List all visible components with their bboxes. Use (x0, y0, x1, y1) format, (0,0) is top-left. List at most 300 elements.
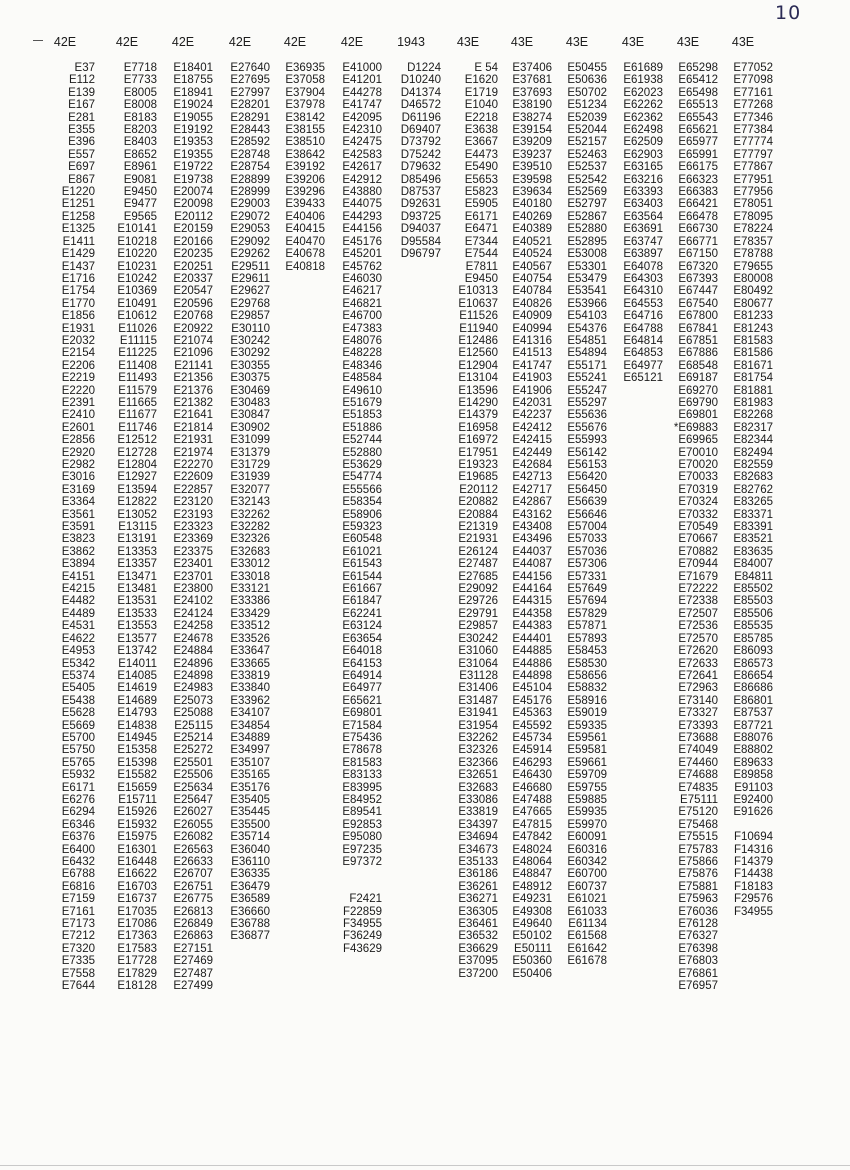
list-item: E97235 (342, 843, 382, 856)
list-item: E5700 (61, 731, 95, 744)
list-item: E73688 (678, 731, 718, 744)
column-header: 42E (171, 35, 195, 49)
list-item: E3561 (61, 508, 95, 521)
list-item: E40567 (512, 260, 552, 273)
list-item: E70332 (678, 508, 718, 521)
list-item: E61667 (342, 583, 382, 596)
list-item: E52797 (567, 198, 607, 211)
list-item: E20235 (173, 248, 213, 261)
list-item: E32077 (230, 483, 270, 496)
list-item: E63654 (342, 632, 382, 645)
list-item: E60316 (567, 843, 607, 856)
list-item: E36461 (458, 918, 498, 931)
list-item: E6171 (464, 210, 498, 223)
list-item: E2601 (61, 421, 95, 434)
list-item: E62903 (623, 148, 663, 161)
list-item: E12486 (458, 334, 498, 347)
list-item: E31941 (458, 707, 498, 720)
list-item: E76957 (678, 980, 718, 993)
list-item: E39433 (285, 198, 325, 211)
list-item: E3591 (61, 521, 95, 534)
list-item: E31954 (458, 719, 498, 732)
list-item: E14689 (117, 694, 157, 707)
list-item: E86654 (733, 669, 773, 682)
list-item: E54774 (342, 471, 382, 484)
list-item: E31729 (230, 459, 270, 471)
list-item: E59661 (567, 756, 607, 769)
list-item: E32326 (458, 744, 498, 757)
list-item: E72633 (678, 657, 718, 670)
list-item: E55636 (567, 409, 607, 422)
list-item: E13553 (117, 620, 157, 633)
list-item: E35165 (230, 769, 270, 782)
list-item: E44885 (512, 645, 552, 658)
list-item: E5374 (61, 669, 95, 682)
list-item: E11526 (459, 310, 498, 323)
list-item: E1620 (464, 74, 498, 87)
list-item: E27685 (458, 570, 498, 583)
list-item: E26027 (173, 806, 213, 819)
list-item: E97372 (342, 856, 382, 868)
list-item: E75876 (678, 868, 718, 881)
list-item: E72338 (678, 595, 718, 608)
list-item: E20596 (173, 297, 213, 310)
list-item: E86686 (733, 682, 773, 695)
list-item: E32282 (230, 521, 270, 534)
list-item: E47842 (512, 831, 552, 844)
list-item: E55241 (567, 372, 607, 385)
list-item: D10240 (400, 74, 441, 87)
list-item: E70010 (678, 446, 718, 459)
list-item: E67320 (678, 260, 718, 273)
list-item: E77797 (733, 148, 773, 161)
list-item: E37200 (458, 967, 498, 980)
list-item: E19738 (173, 173, 213, 186)
list-item: E10242 (117, 272, 157, 285)
list-item: E1716 (61, 272, 95, 285)
list-item: E5669 (61, 719, 95, 732)
list-item: E20166 (173, 235, 213, 248)
list-item: E47488 (512, 793, 552, 806)
list-item: E39154 (512, 124, 552, 137)
list-item: E11408 (118, 359, 157, 372)
list-item: E12904 (458, 359, 498, 372)
list-item: D73792 (400, 136, 441, 149)
list-item: F18183 (733, 880, 773, 893)
list-item: E1754 (61, 285, 95, 298)
list-item: E23120 (173, 496, 213, 509)
list-item: E52895 (567, 235, 607, 248)
list-item: E54103 (567, 310, 607, 323)
list-item: E35107 (230, 756, 270, 769)
list-item: E32683 (230, 545, 270, 558)
list-item: E13596 (458, 384, 498, 397)
list-item: E72963 (678, 682, 718, 695)
list-item: E39510 (512, 161, 552, 174)
list-item: E41316 (512, 334, 552, 347)
list-item: E45914 (512, 744, 552, 757)
list-item: E68548 (678, 359, 718, 372)
list-item: E4482 (61, 595, 95, 608)
list-item: E13471 (117, 570, 157, 583)
list-item: E33121 (230, 583, 270, 596)
list-item: E13104 (458, 372, 498, 385)
list-item: E56450 (567, 483, 607, 496)
list-item: E58354 (342, 496, 382, 509)
list-item: E10220 (117, 248, 157, 261)
list-item: E52157 (567, 136, 607, 149)
list-item: E71584 (342, 719, 382, 732)
list-item: E46430 (512, 769, 552, 782)
list-item: E65543 (678, 111, 718, 124)
list-item: E14945 (117, 731, 157, 744)
column-3 (153, 33, 213, 992)
list-item: E15659 (117, 781, 157, 794)
column-header: 43E (456, 35, 480, 49)
list-item: E87537 (733, 707, 773, 720)
list-item: E85503 (733, 595, 773, 608)
list-item: E63216 (623, 173, 663, 186)
list-item: E32143 (230, 496, 270, 509)
list-item: E26055 (173, 818, 213, 831)
list-item: E7733 (123, 74, 157, 87)
list-item: E60700 (567, 868, 607, 881)
list-item: D75242 (400, 148, 441, 161)
list-item: E41000 (342, 62, 382, 74)
list-item: E3667 (464, 136, 498, 149)
list-item: E14838 (117, 719, 157, 732)
list-item: E77384 (733, 124, 773, 137)
list-item: E44358 (512, 607, 552, 620)
list-item: E27151 (173, 942, 213, 955)
list-item: E59970 (567, 818, 607, 831)
list-item: E38155 (285, 124, 325, 137)
list-item: E50702 (567, 86, 607, 99)
list-item: E20884 (458, 508, 498, 521)
list-item: E75866 (678, 856, 718, 868)
list-item: E62023 (623, 86, 663, 99)
list-item: E36479 (230, 880, 270, 893)
list-item: E11493 (118, 372, 157, 385)
list-item: E40818 (285, 260, 325, 273)
list-item: E21096 (173, 347, 213, 360)
list-item: E2154 (61, 347, 95, 360)
list-item: E6276 (61, 793, 95, 806)
list-item: E79655 (733, 260, 773, 273)
list-item: E13115 (118, 521, 157, 534)
list-item: E77346 (733, 111, 773, 124)
list-item: E33962 (230, 694, 270, 707)
list-item: E33386 (230, 595, 270, 608)
list-item: E17035 (117, 905, 157, 918)
list-item: E7644 (61, 980, 95, 993)
list-item: E76128 (678, 918, 718, 931)
list-item: E32262 (458, 731, 498, 744)
list-item: E22857 (173, 483, 213, 496)
list-item: E78224 (733, 223, 773, 236)
list-item: E15932 (117, 818, 157, 831)
list-item: E42412 (512, 421, 552, 434)
list-item: E72536 (678, 620, 718, 633)
list-item: E76861 (678, 967, 718, 980)
list-item: E17728 (117, 955, 157, 968)
list-item: E39192 (285, 161, 325, 174)
list-item: E27640 (230, 62, 270, 74)
list-item: E36935 (285, 62, 325, 74)
list-item: E82494 (733, 446, 773, 459)
list-item: E23800 (173, 583, 213, 596)
list-item: E39237 (512, 148, 552, 161)
list-item: E30110 (231, 322, 270, 335)
list-item: E33819 (458, 806, 498, 819)
list-item: E16703 (117, 880, 157, 893)
list-item: E50360 (512, 955, 552, 968)
list-item: E39209 (512, 136, 552, 149)
column-7 (381, 33, 441, 261)
list-item: E38642 (285, 148, 325, 161)
list-item: E41906 (512, 384, 552, 397)
list-item: E10637 (458, 297, 498, 310)
list-item: E62509 (623, 136, 663, 149)
list-item: E47383 (342, 322, 382, 335)
list-item: E58832 (567, 682, 607, 695)
list-item: E18941 (173, 86, 213, 99)
list-item: E56639 (567, 496, 607, 509)
list-item: E11940 (459, 322, 498, 335)
list-item: E26863 (173, 930, 213, 943)
list-item: E7320 (61, 942, 95, 955)
list-item: E18755 (173, 74, 213, 87)
list-item: E51853 (342, 409, 382, 422)
list-item: E12927 (117, 471, 157, 484)
list-item: E76398 (678, 942, 718, 955)
list-item: D61196 (401, 111, 441, 124)
list-item: E55171 (567, 359, 607, 372)
list-item: E10369 (117, 285, 157, 298)
list-item: E43408 (512, 521, 552, 534)
column-header: 42E (53, 35, 77, 49)
list-item: E52044 (567, 124, 607, 137)
list-item: E10313 (458, 285, 498, 298)
list-item: E8183 (123, 111, 157, 124)
list-item: E59885 (567, 793, 607, 806)
list-item: E20768 (173, 310, 213, 323)
list-item: E7335 (61, 955, 95, 968)
list-item: E2218 (464, 111, 498, 124)
column-9 (492, 33, 552, 980)
list-item: E45734 (512, 731, 552, 744)
list-item: E55993 (567, 434, 607, 447)
list-item: E61033 (567, 905, 607, 918)
list-item: E67150 (678, 248, 718, 261)
list-item: E77098 (733, 74, 773, 87)
list-item: E3638 (464, 124, 498, 137)
list-item: E45592 (512, 719, 552, 732)
list-item: E82683 (733, 471, 773, 484)
list-item: E75881 (678, 880, 718, 893)
list-item: E29726 (458, 595, 498, 608)
list-item: E112 (68, 74, 95, 87)
list-item: E9450 (464, 272, 498, 285)
list-item: E1258 (61, 210, 95, 223)
list-item: E13481 (117, 583, 157, 596)
list-item: E20547 (173, 285, 213, 298)
list-item: E21074 (173, 334, 213, 347)
list-item: E4473 (464, 148, 498, 161)
list-item: E32683 (458, 781, 498, 794)
list-item: E88802 (733, 744, 773, 757)
list-item: E13742 (117, 645, 157, 658)
list-item: E21641 (173, 409, 213, 422)
column-header: 43E (565, 35, 589, 49)
list-item: D69407 (400, 124, 441, 137)
list-item: E74460 (678, 756, 718, 769)
list-item: E63124 (342, 620, 382, 633)
list-item: E77956 (733, 186, 773, 199)
list-item: E16972 (458, 434, 498, 447)
list-item: E7718 (123, 62, 157, 74)
list-item: E64553 (623, 297, 663, 310)
page-bottom-edge (0, 1165, 850, 1166)
list-item: E13357 (117, 558, 157, 571)
list-item: E9081 (123, 173, 157, 186)
list-item: E1040 (464, 99, 498, 112)
list-item: E14619 (117, 682, 157, 695)
list-item: E66771 (678, 235, 718, 248)
list-item: E10141 (117, 223, 157, 236)
column-6 (322, 33, 382, 955)
list-item: E20074 (173, 186, 213, 199)
list-item: E49308 (512, 905, 552, 918)
list-item: E37406 (512, 62, 552, 74)
list-item: E54376 (567, 322, 607, 335)
list-item: E42475 (342, 136, 382, 149)
list-item: E5628 (61, 707, 95, 720)
list-item: E57033 (567, 533, 607, 546)
list-item: E10218 (117, 235, 157, 248)
list-item: E39634 (512, 186, 552, 199)
column-5 (265, 33, 325, 273)
list-item: E95080 (342, 831, 382, 844)
list-item: *E69883 (673, 421, 718, 434)
list-item: E87721 (733, 719, 773, 732)
list-item: E45176 (512, 694, 552, 707)
list-item: E6400 (61, 843, 95, 856)
list-item: E65991 (678, 148, 718, 161)
list-item: E64078 (623, 260, 663, 273)
list-item: E44278 (342, 86, 382, 99)
column-13 (713, 33, 773, 918)
list-item: E3169 (61, 483, 95, 496)
list-item: E31099 (230, 434, 270, 447)
list-item: E26775 (173, 893, 213, 906)
list-item: E45104 (512, 682, 552, 695)
list-item: E64853 (623, 347, 663, 360)
list-item: E557 (68, 148, 95, 161)
list-item: E1411 (62, 235, 95, 248)
list-item: E38510 (285, 136, 325, 149)
list-item: E78095 (733, 210, 773, 223)
list-item: E44898 (512, 669, 552, 682)
list-item: E64153 (342, 657, 382, 670)
list-item: E62241 (342, 607, 382, 620)
list-item: E33018 (230, 570, 270, 583)
list-item: E25501 (173, 756, 213, 769)
list-item: E9565 (123, 210, 157, 223)
column-header: 42E (283, 35, 307, 49)
list-item: E49610 (342, 384, 382, 397)
list-item: D85496 (400, 173, 441, 186)
list-item: E5823 (464, 186, 498, 199)
list-item: E36788 (230, 918, 270, 931)
list-item: E6346 (61, 818, 95, 831)
list-item: E20112 (459, 483, 498, 496)
list-item: E10231 (117, 260, 157, 273)
list-item: E75963 (678, 893, 718, 906)
list-item: E29092 (458, 583, 498, 596)
list-item: E51886 (342, 421, 382, 434)
list-item: E57829 (567, 607, 607, 620)
list-item: E29611 (231, 272, 270, 285)
list-item: E2220 (61, 384, 95, 397)
list-item: E12728 (117, 446, 157, 459)
list-item: E33012 (230, 558, 270, 571)
list-item: E36040 (230, 843, 270, 856)
list-item: E69801 (678, 409, 718, 422)
list-item: E58453 (567, 645, 607, 658)
list-item: E76036 (678, 905, 718, 918)
list-item: E39296 (285, 186, 325, 199)
list-item: E59561 (567, 731, 607, 744)
list-item: E37904 (285, 86, 325, 99)
list-item: E53301 (567, 260, 607, 273)
list-item: E32326 (230, 533, 270, 546)
list-item: E32262 (230, 508, 270, 521)
list-item: E24678 (173, 632, 213, 645)
list-item: E64914 (342, 669, 382, 682)
list-item: E31487 (458, 694, 498, 707)
list-item: E27487 (173, 967, 213, 980)
list-item: E84811 (734, 570, 773, 583)
list-item: E8652 (123, 148, 157, 161)
list-item: E44037 (512, 545, 552, 558)
list-item: E61021 (342, 545, 382, 558)
list-item: E55676 (567, 421, 607, 434)
column-2 (97, 33, 157, 992)
list-item: E15926 (117, 806, 157, 819)
list-item: E37 (74, 62, 95, 74)
list-item: E77161 (733, 86, 773, 99)
list-item: E29262 (230, 248, 270, 261)
list-item: E59019 (567, 707, 607, 720)
list-item: E55247 (567, 384, 607, 397)
list-item: E44156 (512, 570, 552, 583)
list-item: E4622 (61, 632, 95, 645)
list-item: D96797 (400, 248, 441, 261)
list-item: E50455 (567, 62, 607, 74)
list-item: E70324 (678, 496, 718, 509)
list-item: D79632 (400, 161, 441, 174)
list-item: E23701 (173, 570, 213, 583)
list-item: E48346 (342, 359, 382, 372)
list-item: E67540 (678, 297, 718, 310)
list-item: E6376 (61, 831, 95, 844)
list-item: E57694 (567, 595, 607, 608)
list-item: E2206 (61, 359, 95, 372)
list-item: E2391 (61, 396, 95, 409)
list-item: E21931 (458, 533, 498, 546)
list-item: E70549 (678, 521, 718, 534)
